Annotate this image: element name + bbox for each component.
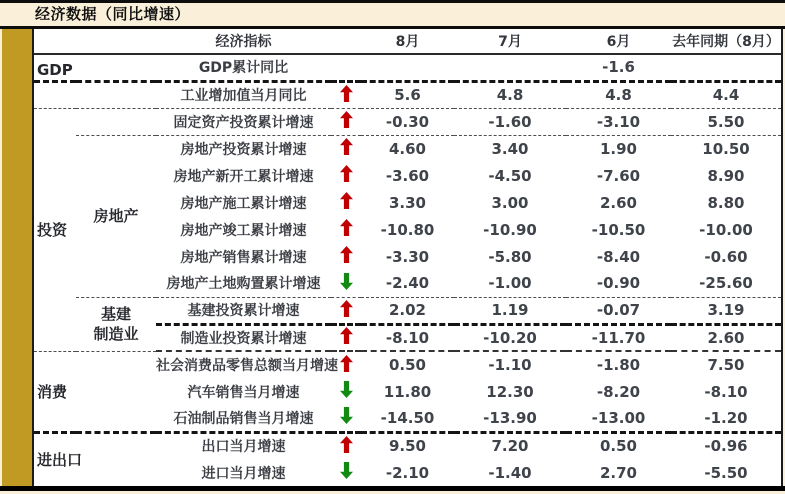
value-cell: -2.40 <box>361 270 454 297</box>
up-arrow-icon <box>340 138 353 155</box>
value-cell: -11.70 <box>566 324 671 351</box>
indicator-label: 汽车销售当月增速 <box>187 384 300 401</box>
value-cell: -10.00 <box>699 220 753 239</box>
value-cell: -5.80 <box>488 247 532 266</box>
indicator-label: 房地产投资累计增速 <box>180 141 307 158</box>
up-arrow-icon <box>340 300 353 317</box>
value-cell: -1.00 <box>454 270 566 297</box>
value-cell: -10.90 <box>483 220 537 239</box>
value-cell: -8.10 <box>361 324 454 351</box>
subgroup-label-infra: 基建 <box>100 305 131 323</box>
value-cell: -1.60 <box>454 108 566 135</box>
value-cell <box>454 54 566 81</box>
arrow-cell <box>331 405 361 432</box>
table-row <box>34 351 781 378</box>
down-arrow-icon <box>340 407 353 424</box>
value-cell: -14.50 <box>361 405 454 432</box>
up-arrow-icon <box>340 355 353 372</box>
indicator-label: 房地产施工累计增速 <box>180 195 307 212</box>
value-cell: 1.90 <box>599 139 637 158</box>
group-label-gdp: GDP <box>34 54 156 81</box>
subgroup-label-infra-manufacturing <box>76 297 156 351</box>
indicator-label: 基建投资累计增速 <box>156 297 331 324</box>
value-cell: 3.00 <box>491 193 529 212</box>
value-cell: -0.60 <box>704 247 748 266</box>
value-cell: -5.50 <box>704 463 748 482</box>
value-cell: 8.80 <box>707 193 745 212</box>
value-cell: -0.90 <box>566 270 671 297</box>
up-arrow-icon <box>340 327 353 344</box>
value-cell: 0.50 <box>599 437 637 456</box>
table-row <box>34 54 781 81</box>
value-cell <box>671 54 781 81</box>
arrow-cell <box>331 216 361 243</box>
value-cell: 7.50 <box>707 356 745 374</box>
arrow-cell <box>331 378 361 405</box>
value-cell: 4.4 <box>671 81 781 108</box>
value-cell: -1.10 <box>488 356 532 374</box>
up-arrow-icon <box>340 436 353 453</box>
header-month-jun: 6月 <box>566 29 671 54</box>
value-cell: -13.90 <box>454 405 566 432</box>
table-header-row <box>34 29 781 54</box>
value-cell: -0.30 <box>361 108 454 135</box>
value-cell: 9.50 <box>388 437 426 456</box>
value-cell: -4.50 <box>488 166 532 185</box>
value-cell: 0.50 <box>388 356 426 374</box>
header-arrow-spacer <box>331 29 361 54</box>
value-cell <box>361 54 454 81</box>
value-cell: 5.6 <box>361 81 454 108</box>
value-cell: 3.40 <box>491 139 529 158</box>
value-cell: -1.6 <box>566 54 671 81</box>
up-arrow-icon <box>340 165 353 182</box>
down-arrow-icon <box>340 273 353 290</box>
up-arrow-icon <box>340 85 353 102</box>
page-title: 经济数据（同比增速） <box>35 5 191 23</box>
indicator-label: GDP累计同比 <box>156 54 331 81</box>
up-arrow-icon <box>340 192 353 209</box>
header-spacer <box>34 29 156 54</box>
group-label-investment: 投资 <box>34 108 76 351</box>
indicator-label: 石油制品销售当月增速 <box>156 405 331 432</box>
value-cell: 1.19 <box>454 297 566 324</box>
arrow-cell <box>331 189 361 216</box>
header-indicator: 经济指标 <box>156 29 331 54</box>
value-cell: 2.60 <box>671 324 781 351</box>
table-row <box>34 108 781 135</box>
down-arrow-icon <box>340 462 353 479</box>
value-cell: 2.60 <box>599 193 637 212</box>
arrow-cell <box>331 108 361 135</box>
group-label-trade: 进出口 <box>37 451 83 470</box>
value-cell: -8.10 <box>704 382 748 401</box>
value-cell: -13.00 <box>566 405 671 432</box>
indicator-label: 社会消费品零售总额当月增速 <box>156 358 338 374</box>
table-row <box>34 135 781 162</box>
indicator-label: 出口当月增速 <box>201 439 286 456</box>
value-cell: -3.60 <box>385 166 430 185</box>
value-cell: -3.10 <box>566 108 671 135</box>
value-cell: 7.20 <box>491 437 529 456</box>
value-cell: 4.8 <box>454 81 566 108</box>
bottom-border-rule <box>0 486 785 491</box>
value-cell: -0.96 <box>704 437 748 456</box>
indicator-label: 房地产土地购置累计增速 <box>156 270 331 297</box>
subgroup-spacer <box>76 108 156 135</box>
value-cell: -10.20 <box>454 324 566 351</box>
table-frame <box>32 29 783 486</box>
subgroup-label-real-estate: 房地产 <box>76 135 156 297</box>
gold-accent-bar <box>2 29 32 486</box>
economic-data-table <box>34 29 781 486</box>
value-cell: 3.30 <box>388 193 426 212</box>
value-cell: -1.80 <box>596 356 641 374</box>
header-last-year: 去年同期（8月） <box>671 29 781 54</box>
up-arrow-icon <box>340 219 353 236</box>
value-cell: -8.40 <box>596 247 641 266</box>
arrow-cell <box>331 162 361 189</box>
value-cell: 11.80 <box>383 382 432 401</box>
value-cell: -7.60 <box>596 166 641 185</box>
indicator-label: 固定资产投资累计增速 <box>156 108 331 135</box>
value-cell: 4.8 <box>566 81 671 108</box>
arrow-cell <box>331 324 361 351</box>
indicator-label: 制造业投资累计增速 <box>156 324 331 351</box>
arrow-cell <box>331 243 361 270</box>
value-cell: 2.70 <box>599 463 637 482</box>
up-arrow-icon <box>340 111 353 128</box>
table-row <box>34 432 781 459</box>
subgroup-label-manufacturing: 制造业 <box>93 325 139 343</box>
arrow-cell <box>331 135 361 162</box>
arrow-cell <box>331 54 361 81</box>
value-cell: -8.20 <box>596 382 641 401</box>
header-month-aug: 8月 <box>361 29 454 54</box>
value-cell: 3.19 <box>671 297 781 324</box>
indicator-label: 房地产新开工累计增速 <box>173 168 314 185</box>
header-month-jul: 7月 <box>454 29 566 54</box>
indicator-label: 房地产销售累计增速 <box>180 249 307 266</box>
group-label-consumption: 消费 <box>34 351 156 432</box>
arrow-cell <box>331 81 361 108</box>
value-cell: 12.30 <box>486 382 534 401</box>
group-spacer <box>34 81 156 108</box>
indicator-label: 工业增加值当月同比 <box>156 81 331 108</box>
value-cell: 10.50 <box>702 139 750 158</box>
value-cell: 2.02 <box>361 297 454 324</box>
value-cell: -3.30 <box>385 247 430 266</box>
value-cell: -10.50 <box>591 220 646 239</box>
table-row <box>34 297 781 324</box>
arrow-cell <box>331 297 361 324</box>
indicator-label: 进口当月增速 <box>201 465 286 482</box>
value-cell: 5.50 <box>671 108 781 135</box>
value-cell: -1.40 <box>488 463 532 482</box>
arrow-cell <box>331 432 361 459</box>
value-cell: -10.80 <box>380 220 435 239</box>
down-arrow-icon <box>340 381 353 398</box>
value-cell: -1.20 <box>671 405 781 432</box>
value-cell: 8.90 <box>707 166 745 185</box>
value-cell: 4.60 <box>388 139 426 158</box>
table-row <box>34 81 781 108</box>
value-cell: -0.07 <box>566 297 671 324</box>
up-arrow-icon <box>340 246 353 263</box>
table-region <box>0 29 785 486</box>
value-cell: -25.60 <box>671 270 781 297</box>
arrow-cell <box>331 270 361 297</box>
value-cell: -2.10 <box>385 463 430 482</box>
indicator-label: 房地产竣工累计增速 <box>180 222 307 239</box>
arrow-cell <box>331 459 361 486</box>
